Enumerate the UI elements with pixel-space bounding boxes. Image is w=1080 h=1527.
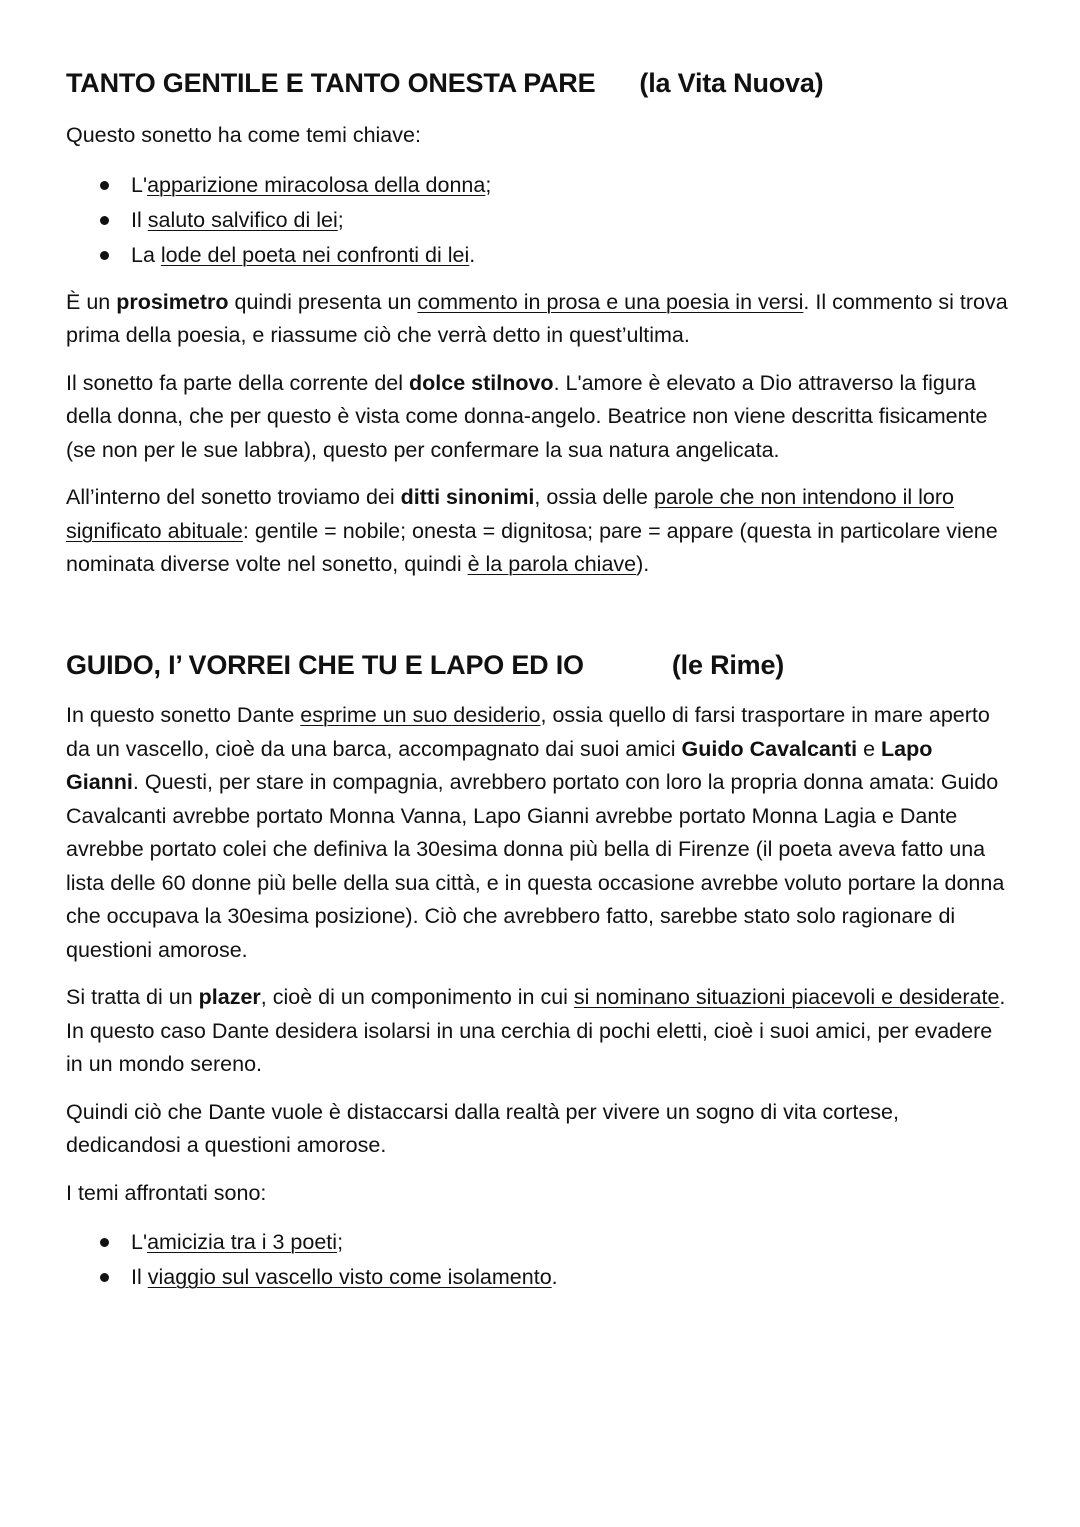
paragraph-desiderio: In questo sonetto Dante esprime un suo desiderio, ossia quello di farsi trasportare in mare aperto da un vascello, cioè da una barca, accompagnato dai suoi amici Guido Cavalcanti e Lapo Gianni. Questi, per stare in compagnia, avrebbero portato con loro la propria donna amata: Guido Cavalcanti avrebbe portato Monna Vanna, Lapo Gianni avrebbe portato Monna Lagia e Dante avrebbe portato colei che definiva la 30esima donna più bella di Firenze (il poeta aveva fatto una lista delle 60 donne più belle della sua città, e in questa occasione avrebbe voluto portare la donna che occupava la 30esima posizione). Ciò che avrebbero fatto, sarebbe stato solo ragionare di questioni amorose. (66, 703, 1005, 962)
paragraph-prosimetro: È un prosimetro quindi presenta un commento in prosa e una poesia in versi. Il commento si trova prima della poesia, e riassume ciò che verrà detto in quest’ultima. (66, 289, 1008, 347)
section-vita-nuova (66, 68, 1010, 582)
bullet-icon (100, 216, 109, 225)
section-title (66, 68, 1010, 99)
title-text: TANTO GENTILE E TANTO ONESTA PARE (66, 68, 596, 98)
themes-list (66, 168, 1010, 273)
list-item: L'amicizia tra i 3 poeti; (66, 1225, 1010, 1260)
bullet-icon (100, 1238, 109, 1247)
section-rime (66, 650, 1010, 1295)
section-title (66, 650, 1010, 681)
bullet-icon (100, 181, 109, 190)
themes-intro: I temi affrontati sono: (66, 1180, 267, 1205)
title-source: (le Rime) (671, 650, 785, 680)
title-text: GUIDO, I’ VORREI CHE TU E LAPO ED IO (66, 650, 584, 680)
paragraph-conclusione: Quindi ciò che Dante vuole è distaccarsi dalla realtà per vivere un sogno di vita cortese, dedicandosi a questioni amorose. (66, 1099, 899, 1157)
paragraph-sinonimi: All’interno del sonetto troviamo dei ditti sinonimi, ossia delle parole che non intendono il loro significato abituale: gentile = nobile; onesta = dignitosa; pare = appare (questa in particolare viene nominata diverse volte nel sonetto, quindi è la parola chiave). (66, 485, 998, 576)
bullet-icon (100, 251, 109, 260)
themes-list (66, 1225, 1010, 1295)
paragraph-plazer: Si tratta di un plazer, cioè di un componimento in cui si nominano situazioni piacevoli e desiderate. In questo caso Dante desidera isolarsi in una cerchia di pochi eletti, cioè i suoi amici, per evadere in un mondo sereno. (66, 985, 1006, 1076)
list-item: La lode del poeta nei confronti di lei. (66, 238, 1010, 273)
list-item: Il viaggio sul vascello visto come isolamento. (66, 1260, 1010, 1295)
list-item: Il saluto salvifico di lei; (66, 203, 1010, 238)
list-item: L'apparizione miracolosa della donna; (66, 168, 1010, 203)
themes-intro: Questo sonetto ha come temi chiave: (66, 123, 421, 147)
bullet-icon (100, 1273, 109, 1282)
paragraph-stilnovo: Il sonetto fa parte della corrente del dolce stilnovo. L'amore è elevato a Dio attraverso la figura della donna, che per questo è vista come donna-angelo. Beatrice non viene descritta fisicamente (se non per le sue labbra), questo per confermare la sua natura angelicata. (66, 370, 988, 462)
title-source: (la Vita Nuova) (639, 68, 824, 98)
